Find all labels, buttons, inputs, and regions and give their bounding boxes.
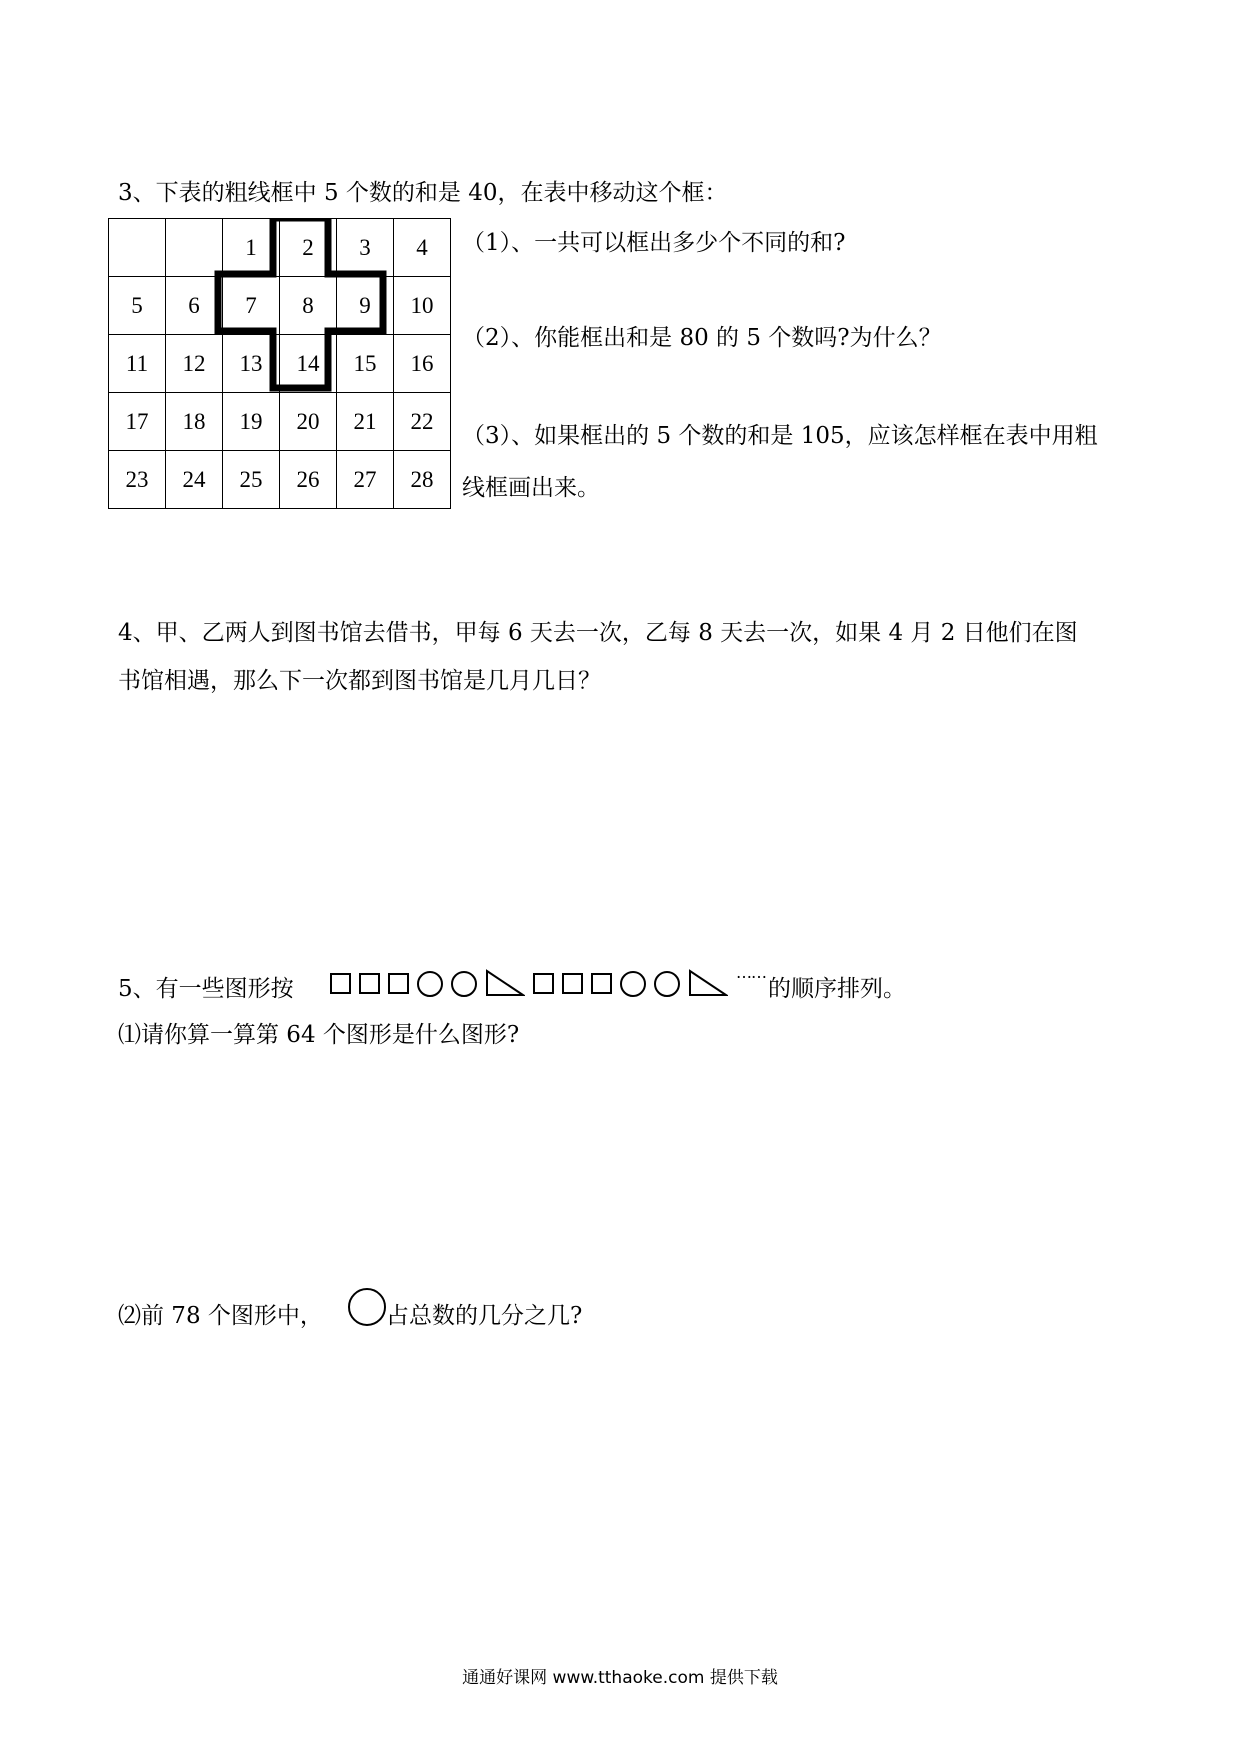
square-icon bbox=[591, 973, 612, 994]
grid-row bbox=[109, 393, 451, 451]
grid-cell: 2 bbox=[280, 219, 337, 277]
grid-cell: 3 bbox=[337, 219, 394, 277]
grid-cell: 5 bbox=[109, 277, 166, 335]
square-icon bbox=[388, 973, 409, 994]
grid-cell: 10 bbox=[394, 277, 451, 335]
q5-sub2-pre: ⑵前 78 个图形中， bbox=[118, 1303, 323, 1329]
square-icon bbox=[359, 973, 380, 994]
grid-cell: 21 bbox=[337, 393, 394, 451]
grid-cell: 6 bbox=[166, 277, 223, 335]
grid-row bbox=[109, 219, 451, 277]
grid-cell bbox=[166, 219, 223, 277]
square-icon bbox=[562, 973, 583, 994]
circle-icon bbox=[620, 971, 646, 997]
q5-sub2-post: 占总数的几分之几? bbox=[386, 1303, 583, 1329]
q3-title: 3、下表的粗线框中 5 个数的和是 40，在表中移动这个框： bbox=[118, 180, 728, 206]
grid-cell: 17 bbox=[109, 393, 166, 451]
q3-sub3-line1: （3）、如果框出的 5 个数的和是 105，应该怎样框在表中用粗 bbox=[462, 423, 1098, 449]
q5-intro: 5、有一些图形按 bbox=[118, 976, 294, 1002]
triangle-icon bbox=[688, 969, 728, 997]
number-grid bbox=[108, 218, 451, 509]
grid-cell: 13 bbox=[223, 335, 280, 393]
grid-row bbox=[109, 277, 451, 335]
square-icon bbox=[330, 973, 351, 994]
q4-line1: 4、甲、乙两人到图书馆去借书，甲每 6 天去一次，乙每 8 天去一次，如果 4 月 2 日他们在图 bbox=[118, 620, 1078, 646]
grid-cell: 8 bbox=[280, 277, 337, 335]
q3-sub1: （1）、一共可以框出多少个不同的和? bbox=[462, 230, 846, 256]
circle-icon bbox=[348, 1288, 386, 1326]
grid-cell: 9 bbox=[337, 277, 394, 335]
shape-sequence bbox=[330, 963, 766, 997]
square-icon bbox=[533, 973, 554, 994]
circle-icon bbox=[654, 971, 680, 997]
triangle-icon bbox=[485, 969, 525, 997]
grid-cell: 4 bbox=[394, 219, 451, 277]
grid-cell: 11 bbox=[109, 335, 166, 393]
grid-cell: 18 bbox=[166, 393, 223, 451]
grid-cell: 20 bbox=[280, 393, 337, 451]
grid-cell: 16 bbox=[394, 335, 451, 393]
q4-line2: 书馆相遇，那么下一次都到图书馆是几月几日？ bbox=[118, 668, 601, 694]
grid-cell: 19 bbox=[223, 393, 280, 451]
q5-intro-tail: 的顺序排列。 bbox=[768, 976, 906, 1002]
grid-cell: 1 bbox=[223, 219, 280, 277]
grid-cell: 15 bbox=[337, 335, 394, 393]
footer-text: 通通好课网 www.tthaoke.com 提供下载 bbox=[462, 1668, 778, 1688]
ellipsis: …… bbox=[736, 963, 766, 982]
circle-icon bbox=[451, 971, 477, 997]
q5-sub1: ⑴请你算一算第 64 个图形是什么图形? bbox=[118, 1022, 520, 1048]
grid-cell bbox=[109, 219, 166, 277]
grid-cell: 14 bbox=[280, 335, 337, 393]
circle-icon bbox=[417, 971, 443, 997]
grid-cell: 23 bbox=[109, 451, 166, 509]
grid-cell: 25 bbox=[223, 451, 280, 509]
grid-cell: 26 bbox=[280, 451, 337, 509]
grid-cell: 12 bbox=[166, 335, 223, 393]
grid-cell: 7 bbox=[223, 277, 280, 335]
grid-cell: 24 bbox=[166, 451, 223, 509]
grid-cell: 22 bbox=[394, 393, 451, 451]
q3-sub2: （2）、你能框出和是 80 的 5 个数吗?为什么？ bbox=[462, 325, 942, 351]
grid-row bbox=[109, 451, 451, 509]
grid-cell: 27 bbox=[337, 451, 394, 509]
grid-cell: 28 bbox=[394, 451, 451, 509]
grid-row bbox=[109, 335, 451, 393]
q3-sub3-line2: 线框画出来。 bbox=[462, 475, 600, 501]
